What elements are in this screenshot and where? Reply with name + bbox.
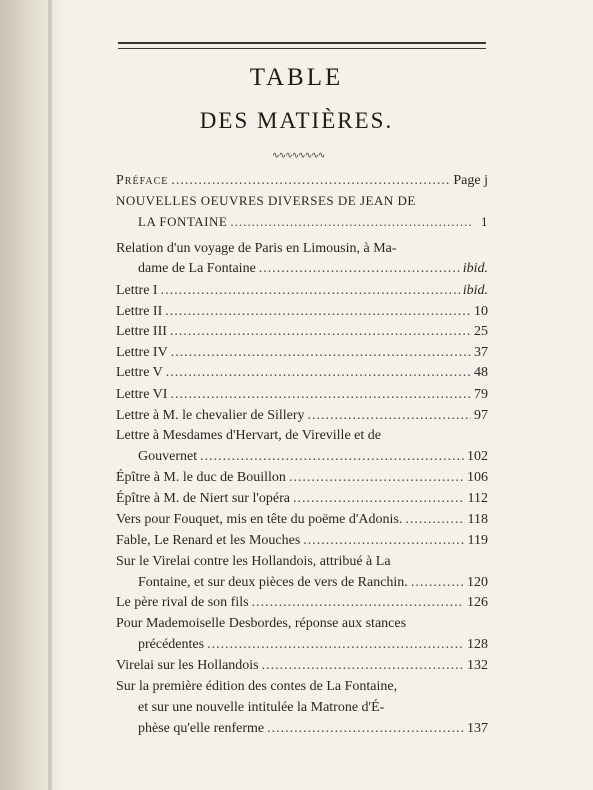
- leader-dots: [200, 449, 464, 465]
- toc-entry-label: Fable, Le Renard et les Mouches: [116, 533, 301, 548]
- toc-entry-nouvelles-oeuvres: [138, 214, 488, 234]
- toc-page-number: ibid.: [462, 261, 488, 276]
- toc-entry-premiere-edition: [138, 721, 488, 741]
- toc-entry-lettre-2: [116, 304, 488, 324]
- leader-dots: [259, 261, 460, 277]
- toc-entry-virelai-contre: [138, 575, 488, 595]
- toc-entry-nouvelles-oeuvres-line1: NOUVELLES OEUVRES DIVERSES DE JEAN DE: [116, 193, 416, 208]
- toc-entry-lettre-sillery: [116, 408, 488, 428]
- header-rule: [118, 42, 486, 49]
- title-des-matieres: DES MATIÈRES.: [199, 108, 394, 133]
- leader-dots: [171, 345, 471, 361]
- toc-entry-fable: [116, 533, 488, 553]
- leader-dots: [161, 283, 460, 299]
- toc-page-number: 48: [474, 365, 488, 380]
- toc-entry-label: LA FONTAINE: [138, 214, 228, 229]
- toc-entry-label: Fontaine, et sur deux pièces de vers de Ranchin.: [138, 575, 408, 590]
- toc-entry-label: Gouvernet: [138, 449, 198, 464]
- toc-page-number: 1: [481, 214, 488, 229]
- leader-dots: [230, 214, 471, 230]
- leader-dots: [303, 533, 464, 549]
- toc-page-number: 132: [467, 658, 488, 673]
- toc-page-number: 120: [467, 575, 488, 590]
- leader-dots: [411, 575, 464, 591]
- toc-entry-label: Lettre I: [116, 283, 158, 298]
- toc-entry-label: Lettre II: [116, 304, 163, 319]
- title-table: TABLE: [249, 64, 344, 91]
- toc-entry-premiere-edition-line2: et sur une nouvelle intitulée la Matrone d'É-: [138, 700, 385, 715]
- toc-entry-label: Lettre IV: [116, 345, 168, 360]
- toc-page-number: ibid.: [462, 283, 488, 298]
- toc-entry-lettre-1: [116, 283, 488, 303]
- leader-dots: [207, 637, 464, 653]
- toc-page-number: 106: [467, 470, 488, 485]
- toc-page-number: 102: [467, 449, 488, 464]
- toc-page-number: 79: [474, 387, 488, 402]
- toc-page-number: 126: [467, 595, 488, 610]
- toc-entry-label: Lettre V: [116, 365, 163, 380]
- toc-page-number: Page j: [453, 173, 488, 188]
- leader-dots: [252, 595, 464, 611]
- toc-entry-lettre-3: [116, 324, 488, 344]
- leader-dots: [171, 173, 450, 189]
- leader-dots: [267, 721, 464, 737]
- toc-entry-desbordes-line1: Pour Mademoiselle Desbordes, réponse aux stances: [116, 616, 407, 631]
- toc-entry-relation: [138, 261, 488, 281]
- toc-page-number: 10: [474, 304, 488, 319]
- title-ornament: ∿∿∿∿∿∿∿∿: [272, 152, 325, 160]
- leader-dots: [165, 304, 471, 320]
- toc-page-number: 128: [467, 637, 488, 652]
- toc-entry-niert: [116, 491, 488, 511]
- toc-entry-label: Préface: [116, 173, 169, 188]
- toc-entry-lettre-6: [116, 387, 488, 407]
- toc-page-number: 37: [474, 345, 488, 360]
- toc-entry-fouquet: [116, 512, 488, 532]
- toc-entry-label: Lettre à M. le chevalier de Sillery: [116, 408, 305, 423]
- toc-page-number: 97: [474, 408, 488, 423]
- toc-page-number: 25: [474, 324, 488, 339]
- toc-entry-lettre-4: [116, 345, 488, 365]
- toc-entry-lettre-5: [116, 365, 488, 385]
- toc-entry-bouillon: [116, 470, 488, 490]
- toc-entry-label: Épître à M. de Niert sur l'opéra: [116, 491, 290, 506]
- toc-entry-premiere-edition-line1: Sur la première édition des contes de La Fontaine,: [116, 679, 398, 694]
- toc-entry-virelai-contre-line1: Sur le Virelai contre les Hollandois, attribué à La: [116, 554, 391, 569]
- toc-page-number: 137: [467, 721, 488, 736]
- toc-page-number: 119: [467, 533, 488, 548]
- toc-entry-desbordes: [138, 637, 488, 657]
- toc-page-number: 118: [467, 512, 488, 527]
- toc-page-number: 112: [467, 491, 488, 506]
- toc-entry-relation-line1: Relation d'un voyage de Paris en Limousin, à Ma-: [116, 241, 397, 256]
- leader-dots: [170, 387, 471, 403]
- toc-entry-hervart: [138, 449, 488, 469]
- leader-dots: [166, 365, 471, 381]
- leader-dots: [170, 324, 471, 340]
- toc-entry-hervart-line1: Lettre à Mesdames d'Hervart, de Vireville et de: [116, 428, 381, 443]
- toc-entry-label: Épître à M. le duc de Bouillon: [116, 470, 286, 485]
- toc-entry-label: Lettre VI: [116, 387, 168, 402]
- toc-entry-label: Lettre III: [116, 324, 167, 339]
- leader-dots: [405, 512, 464, 528]
- leader-dots: [308, 408, 471, 424]
- toc-entry-virelai: [116, 658, 488, 678]
- toc-entry-label: Virelai sur les Hollandois: [116, 658, 259, 673]
- toc-entry-label: Le père rival de son fils: [116, 595, 249, 610]
- toc-entry-label: dame de La Fontaine: [138, 261, 256, 276]
- toc-entry-preface: [116, 173, 488, 193]
- toc-entry-label: Vers pour Fouquet, mis en tête du poëme d'Adonis.: [116, 512, 403, 527]
- leader-dots: [289, 470, 464, 486]
- toc-entry-label: précédentes: [138, 637, 205, 652]
- leader-dots: [262, 658, 464, 674]
- leader-dots: [293, 491, 465, 507]
- toc-entry-label: phèse qu'elle renferme: [138, 721, 265, 736]
- toc-entry-pere-rival: [116, 595, 488, 615]
